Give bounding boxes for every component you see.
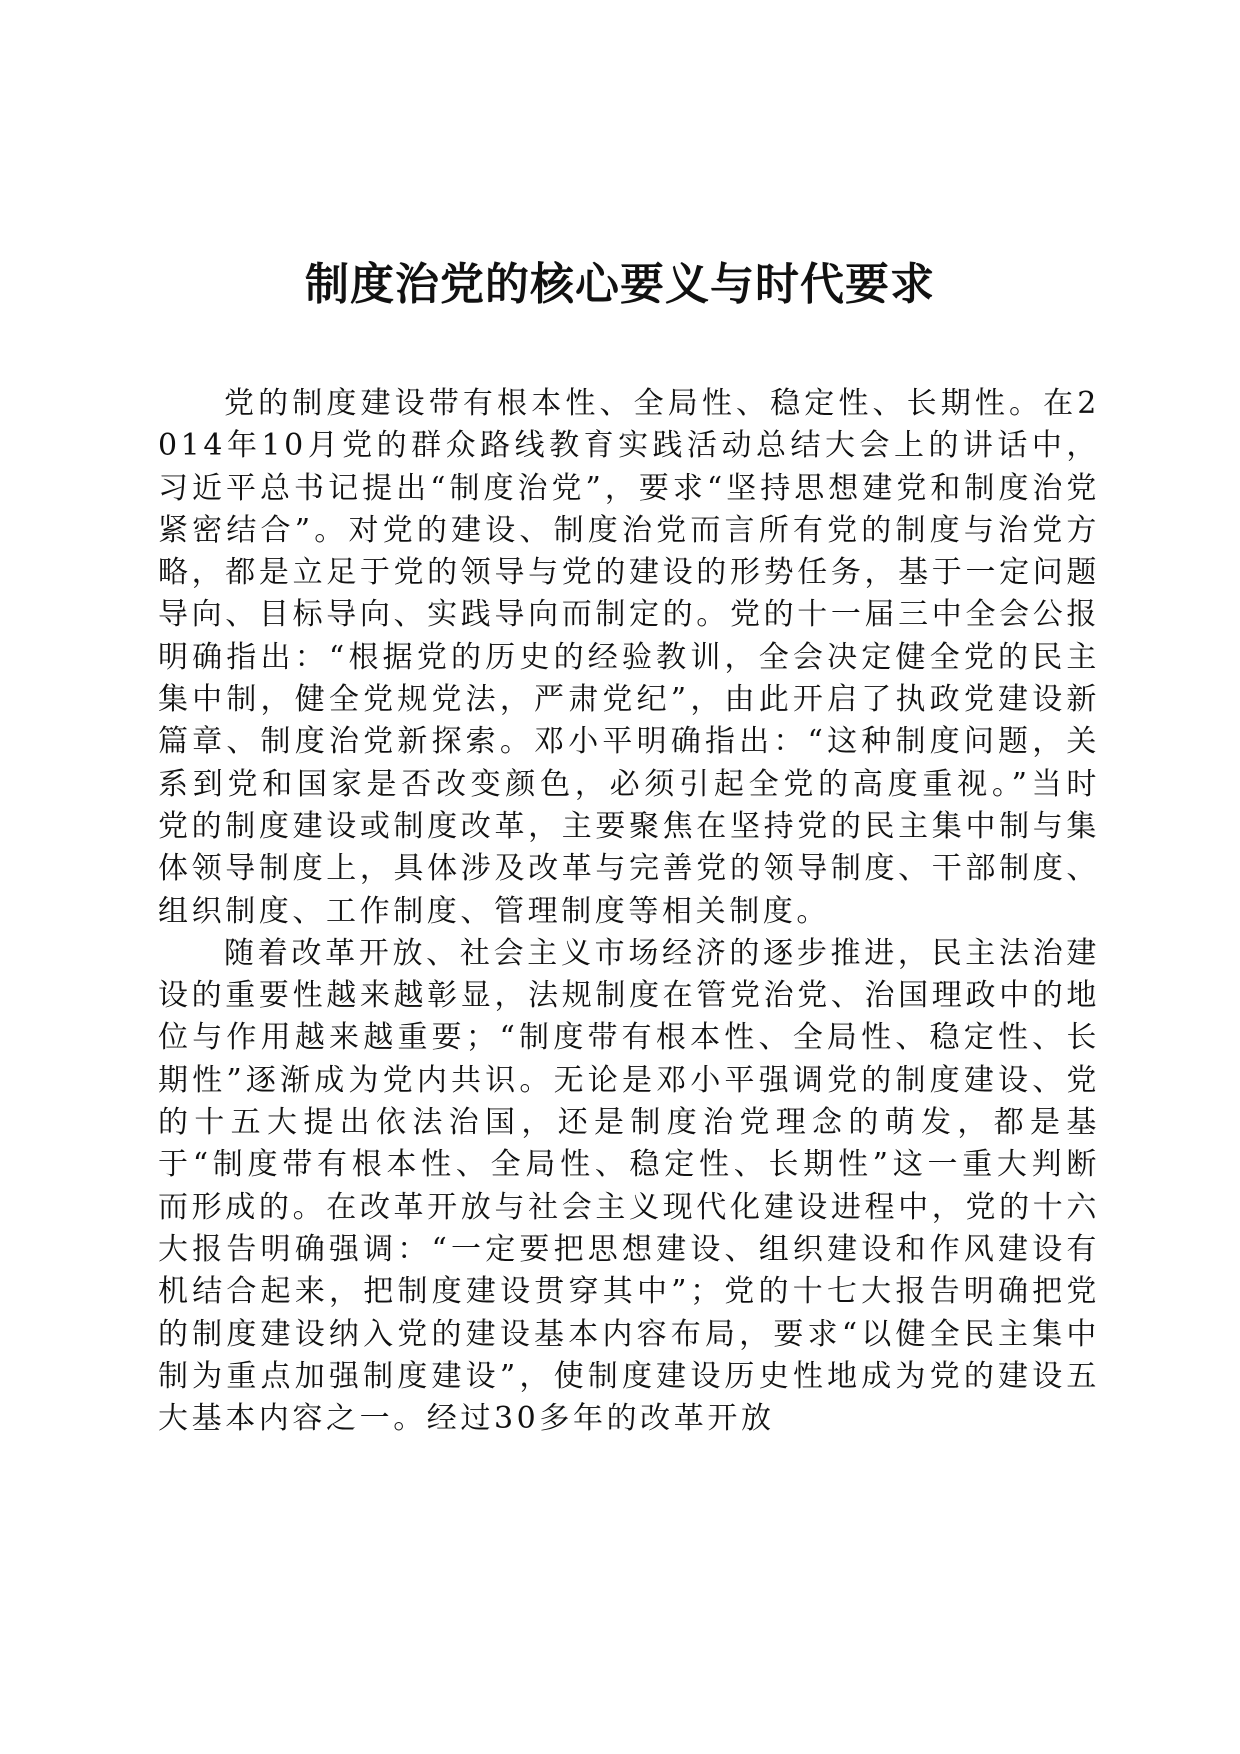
paragraph-1: 党的制度建设带有根本性、全局性、稳定性、长期性。在2014年10月党的群众路线教育实践活动总结大会上的讲话中，习近平总书记提出“制度治党”，要求“坚持思想建党和制度治党紧密结合”。对党的建设、制度治党而言所有党的制度与治党方略，都是立足于党的领导与党的建设的形势任务，基于一定问题导向、目标导向、实践导向而制定的。党的十一届三中全会公报明确指出：“根据党的历史的经验教训，全会决定健全党的民主集中制，健全党规党法，严肃党纪”，由此开启了执政党建设新篇章、制度治党新探索。邓小平明确指出：“这种制度问题，关系到党和国家是否改变颜色，必须引起全党的高度重视。”当时党的制度建设或制度改革，主要聚焦在坚持党的民主集中制与集体领导制度上，具体涉及改革与完善党的领导制度、干部制度、组织制度、工作制度、管理制度等相关制度。 — [158, 386, 1100, 929]
document-title: 制度治党的核心要义与时代要求 — [305, 259, 935, 310]
paragraph-2: 随着改革开放、社会主义市场经济的逐步推进，民主法治建设的重要性越来越彰显，法规制度在管党治党、治国理政中的地位与作用越来越重要；“制度带有根本性、全局性、稳定性、长期性”逐渐成为党内共识。无论是邓小平强调党的制度建设、党的十五大提出依法治国，还是制度治党理念的萌发，都是基于“制度带有根本性、全局性、稳定性、长期性”这一重大判断而形成的。在改革开放与社会主义现代化建设进程中，党的十六大报告明确强调：“一定要把思想建设、组织建设和作风建设有机结合起来，把制度建设贯穿其中”；党的十七大报告明确把党的制度建设纳入党的建设基本内容布局，要求“以健全民主集中制为重点加强制度建设”，使制度建设历史性地成为党的建设五大基本内容之一。经过30多年的改革开放 — [158, 935, 1100, 1437]
document-body — [158, 383, 1100, 1440]
